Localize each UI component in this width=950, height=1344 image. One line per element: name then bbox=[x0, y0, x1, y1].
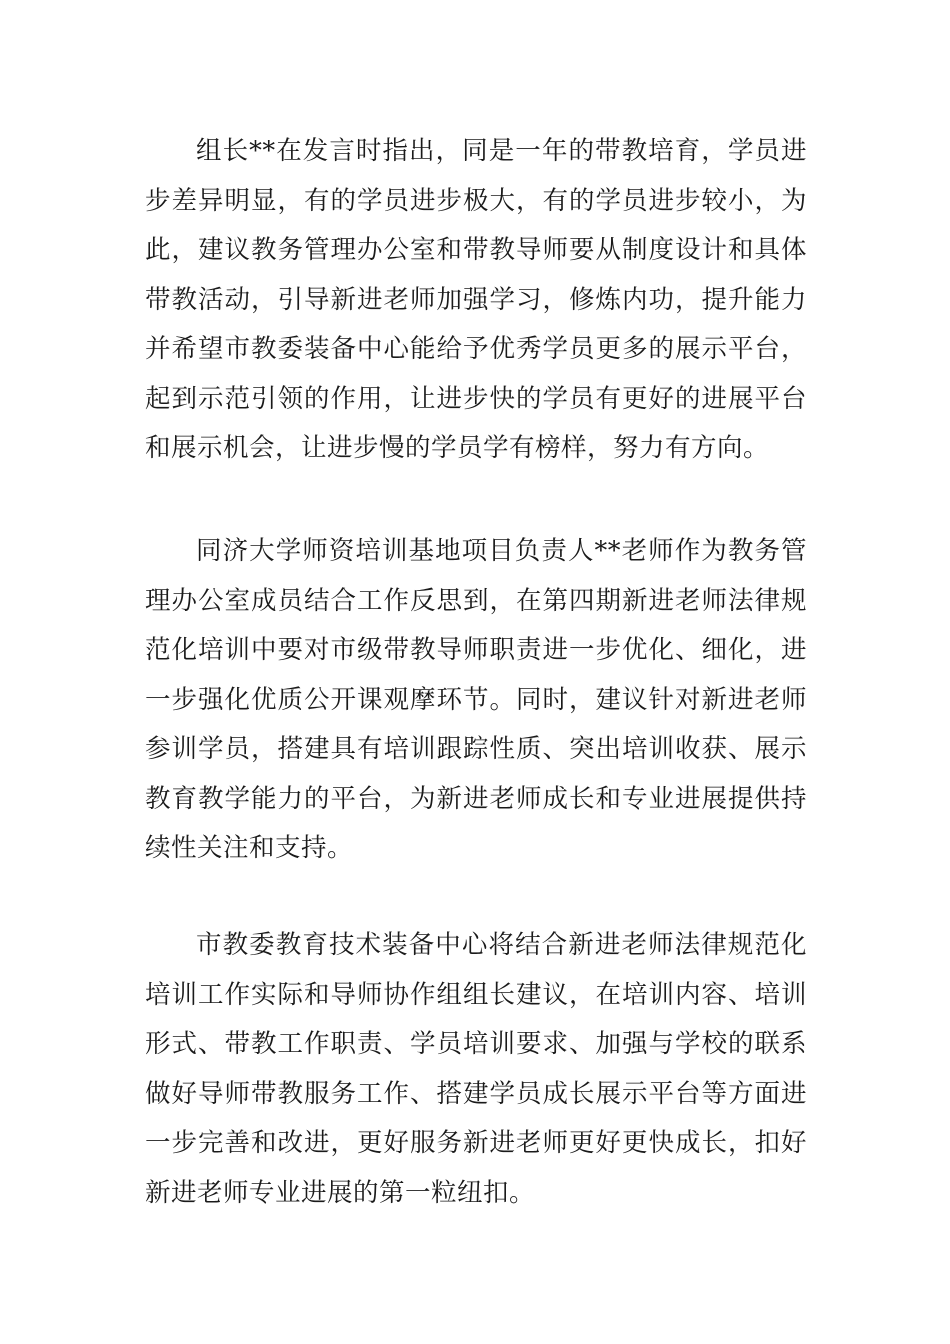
paragraph-team-leader-remarks: 组长**在发言时指出，同是一年的带教培育，学员进步差异明显，有的学员进步极大，有的学员进步较小，为此，建议教务管理办公室和带教导师要从制度设计和具体带教活动，引导新进老师加强学习，修炼内功，提升能力并希望市教委装备中心能给予优秀学员更多的展示平台，起到示范引领的作用，让进步快的学员有更好的进展平台和展示机会，让进步慢的学员学有榜样，努力有方向。 bbox=[145, 136, 807, 463]
paragraph-tongji-reflection: 同济大学师资培训基地项目负责人**老师作为教务管理办公室成员结合工作反思到，在第四期新进老师法律规范化培训中要对市级带教导师职责进一步优化、细化，进一步强化优质公开课观摩环节。同时，建议针对新进老师参训学员，搭建具有培训跟踪性质、突出培训收获、展示教育教学能力的平台，为新进老师成长和专业进展提供持续性关注和支持。 bbox=[145, 536, 807, 863]
paragraph-center-plan: 市教委教育技术装备中心将结合新进老师法律规范化培训工作实际和导师协作组组长建议，在培训内容、培训形式、带教工作职责、学员培训要求、加强与学校的联系做好导师带教服务工作、搭建学员成长展示平台等方面进一步完善和改进，更好服务新进老师更好更快成长，扣好新进老师专业进展的第一粒纽扣。 bbox=[145, 930, 807, 1208]
